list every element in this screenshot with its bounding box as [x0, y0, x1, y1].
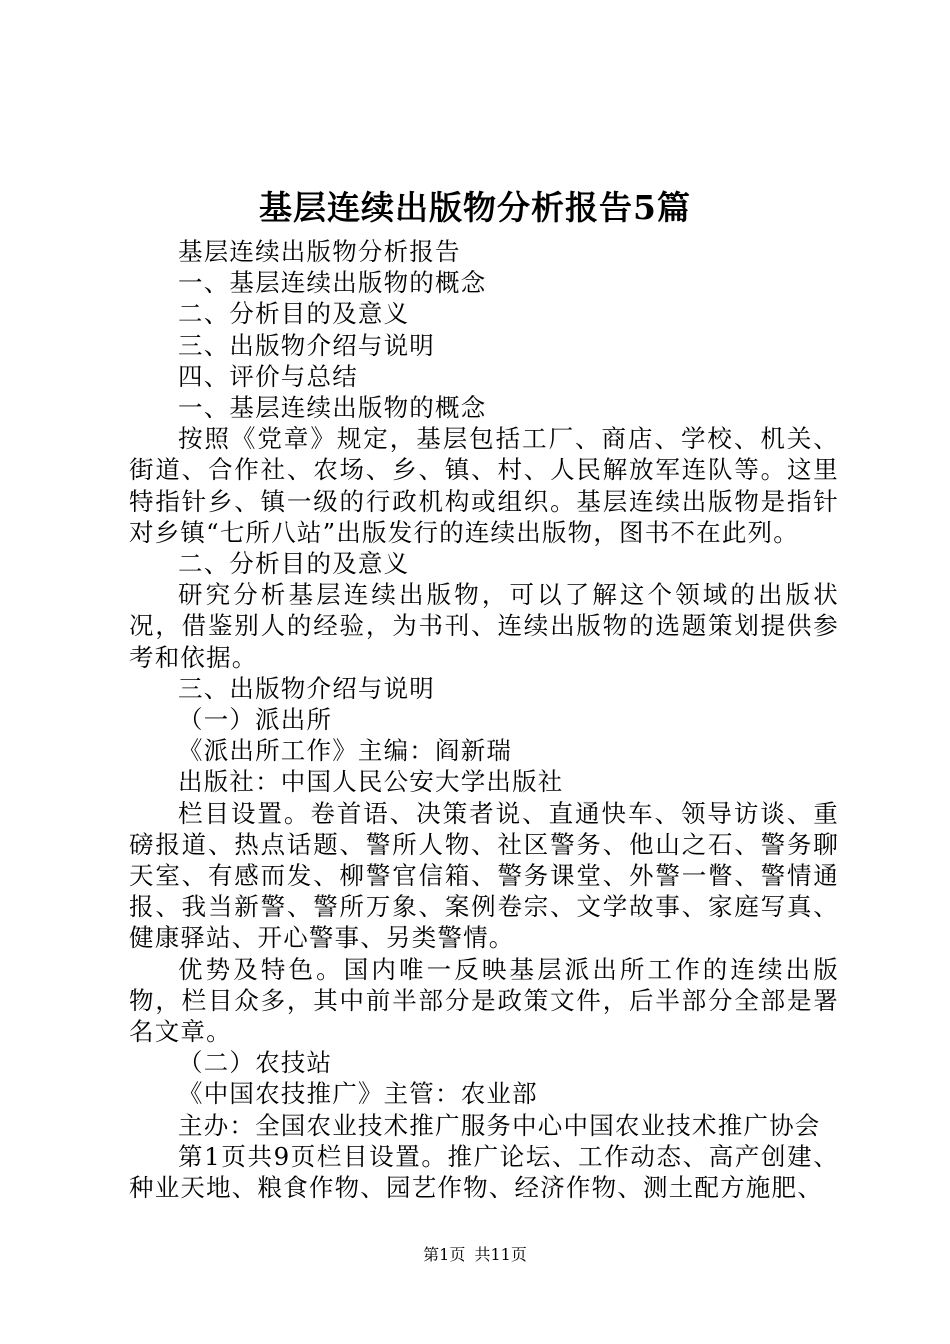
paragraph: 出版社：中国人民公安大学出版社 — [178, 767, 564, 797]
paragraph: 《中国农技推广》主管：农业部 — [178, 1079, 538, 1109]
paragraph: 研究分析基层连续出版物，可以了解这个领域的出版状况，借鉴别人的经验，为书刊、连续出版物的选题策划提供参考和依据。 — [129, 580, 839, 672]
paragraph: 《派出所工作》主编：阎新瑞 — [178, 736, 513, 766]
paragraph: 优势及特色。国内唯一反映基层派出所工作的连续出版物，栏目众多，其中前半部分是政策文件，后半部分全部是署名文章。 — [129, 954, 839, 1047]
page-number: 第1页 — [423, 1245, 466, 1264]
paragraph: （二）农技站 — [178, 1048, 333, 1078]
paragraph: 第1页共9页栏目设置。推广论坛、工作动态、高产创建、种业天地、粮食作物、园艺作物、经济作物、测土配方施肥、 — [129, 1141, 839, 1203]
paragraph: 二、分析目的及意义 — [178, 549, 410, 579]
paragraph: 基层连续出版物分析报告 — [178, 237, 461, 266]
paragraph: 三、出版物介绍与说明 — [178, 673, 435, 703]
paragraph: 一、基层连续出版物的概念 — [178, 393, 487, 423]
page-total: 共11页 — [474, 1245, 527, 1264]
paragraph: 主办：全国农业技术推广服务中心中国农业技术推广协会 — [178, 1110, 821, 1140]
paragraph: 一、基层连续出版物的概念 — [178, 268, 487, 298]
page-footer — [0, 1244, 950, 1266]
paragraph: 二、分析目的及意义 — [178, 299, 410, 329]
document-title: 基层连续出版物分析报告5篇 — [259, 188, 691, 227]
document-body — [129, 236, 839, 1203]
paragraph: 栏目设置。卷首语、决策者说、直通快车、领导访谈、重磅报道、热点话题、警所人物、社区警务、他山之石、警务聊天室、有感而发、柳警官信箱、警务课堂、外警一瞥、警情通报、我当新警、警所万象、案例卷宗、文学故事、家庭写真、健康驿站、开心警事、另类警情。 — [129, 798, 839, 953]
paragraph: （一）派出所 — [178, 705, 333, 735]
paragraph: 四、评价与总结 — [178, 361, 358, 391]
paragraph: 按照《党章》规定，基层包括工厂、商店、学校、机关、街道、合作社、农场、乡、镇、村、人民解放军连队等。这里特指针乡、镇一级的行政机构或组织。基层连续出版物是指针对乡镇“七所八站”出版发行的连续出版物，图书不在此列。 — [129, 424, 839, 547]
paragraph: 三、出版物介绍与说明 — [178, 330, 435, 360]
